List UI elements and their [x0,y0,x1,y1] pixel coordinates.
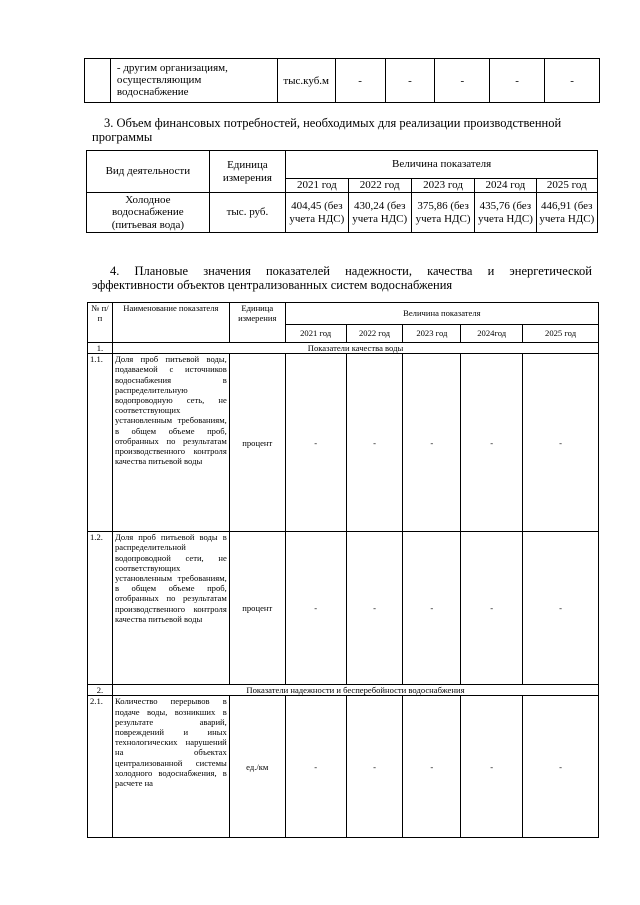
col-activity-header: Вид деятельности [87,151,210,193]
value-cell: - [335,59,385,103]
value-cell: 435,76 (без учета НДС) [475,193,536,233]
group-num: 2. [88,685,113,696]
table-row [85,59,600,103]
col-value-header: Величина показателя [285,303,598,325]
year-header: 2024год [461,325,523,343]
group-title: Показатели надежности и бесперебойности водоснабжения [112,685,598,696]
row-name: Доля проб питьевой воды в распределительной водопроводной сети, не соответствующих установленным требованиям, в общем объеме проб, отобранных по результатам производственного контроля качества питьевой воды [112,532,229,685]
value-cell: - [346,532,403,685]
value-cell: - [461,354,523,532]
year-header: 2024 год [475,179,536,193]
row-num: 1.2. [88,532,113,685]
value-cell: - [435,59,490,103]
value-cell: 430,24 (без учета НДС) [348,193,411,233]
table-header-row [88,303,599,325]
activity-cell: Холодное водоснабжение (питьевая вода) [87,193,210,233]
table-row [88,532,599,685]
value-cell: - [403,354,461,532]
unit-cell: процент [229,354,285,532]
value-cell: - [403,696,461,838]
year-header: 2025 год [523,325,599,343]
year-header: 2021 год [286,179,348,193]
section3-heading: 3. Объем финансовых потребностей, необходимых для реализации производственной программы [92,116,562,144]
col-unit-header: Единица измерения [229,303,285,343]
unit-cell: ед./км [229,696,285,838]
table-header-row [87,151,598,179]
value-cell: - [346,354,403,532]
indicators-table [87,302,599,838]
unit-cell: тыс.куб.м [277,59,335,103]
group-row [88,685,599,696]
table-row [88,354,599,532]
value-cell: - [385,59,435,103]
year-header: 2022 год [346,325,403,343]
value-cell: - [285,532,346,685]
table-row [87,193,598,233]
value-cell: - [461,532,523,685]
col-num-header: № п/п [88,303,113,343]
section4-heading-line2: эффективности объектов централизованных систем водоснабжения [92,278,453,292]
group-title: Показатели качества воды [112,343,598,354]
section4-heading-line1: 4. Плановые значения показателей надежности, качества и энергетической [110,264,592,278]
year-header: 2021 год [285,325,346,343]
value-cell: - [490,59,545,103]
group-row [88,343,599,354]
value-cell: - [285,354,346,532]
value-cell: - [346,696,403,838]
section4-heading [92,264,592,292]
value-cell: - [285,696,346,838]
value-cell: - [523,532,599,685]
value-cell: - [523,354,599,532]
col-value-header: Величина показателя [286,151,598,179]
year-header: 2025 год [536,179,597,193]
value-cell: - [523,696,599,838]
value-cell: - [403,532,461,685]
top-table [84,58,600,103]
unit-cell: процент [229,532,285,685]
value-cell: 404,45 (без учета НДС) [286,193,348,233]
row-name: Количество перерывов в подаче воды, возникших в результате аварий, повреждений и иных технологических нарушений на объектах централизованной системы холодного водоснабжения, в расчете на [112,696,229,838]
row-label: - другим организациям, осуществляющим водоснабжение [110,59,277,103]
value-cell: 446,91 (без учета НДС) [536,193,597,233]
cell [85,59,111,103]
row-num: 2.1. [88,696,113,838]
col-unit-header: Единица измерения [209,151,285,193]
year-header: 2023 год [403,325,461,343]
year-header: 2022 год [348,179,411,193]
value-cell: 375,86 (без учета НДС) [411,193,474,233]
year-header: 2023 год [411,179,474,193]
group-num: 1. [88,343,113,354]
row-name: Доля проб питьевой воды, подаваемой с источников водоснабжения в распределительную водопроводную сеть, не соответствующих установленным требованиям, в общем объеме проб, отобранных по результатам производственного контроля качества питьевой воды [112,354,229,532]
col-name-header: Наименование показателя [112,303,229,343]
row-num: 1.1. [88,354,113,532]
unit-cell: тыс. руб. [209,193,285,233]
financial-table [86,150,598,233]
value-cell: - [545,59,600,103]
table-row [88,696,599,838]
value-cell: - [461,696,523,838]
